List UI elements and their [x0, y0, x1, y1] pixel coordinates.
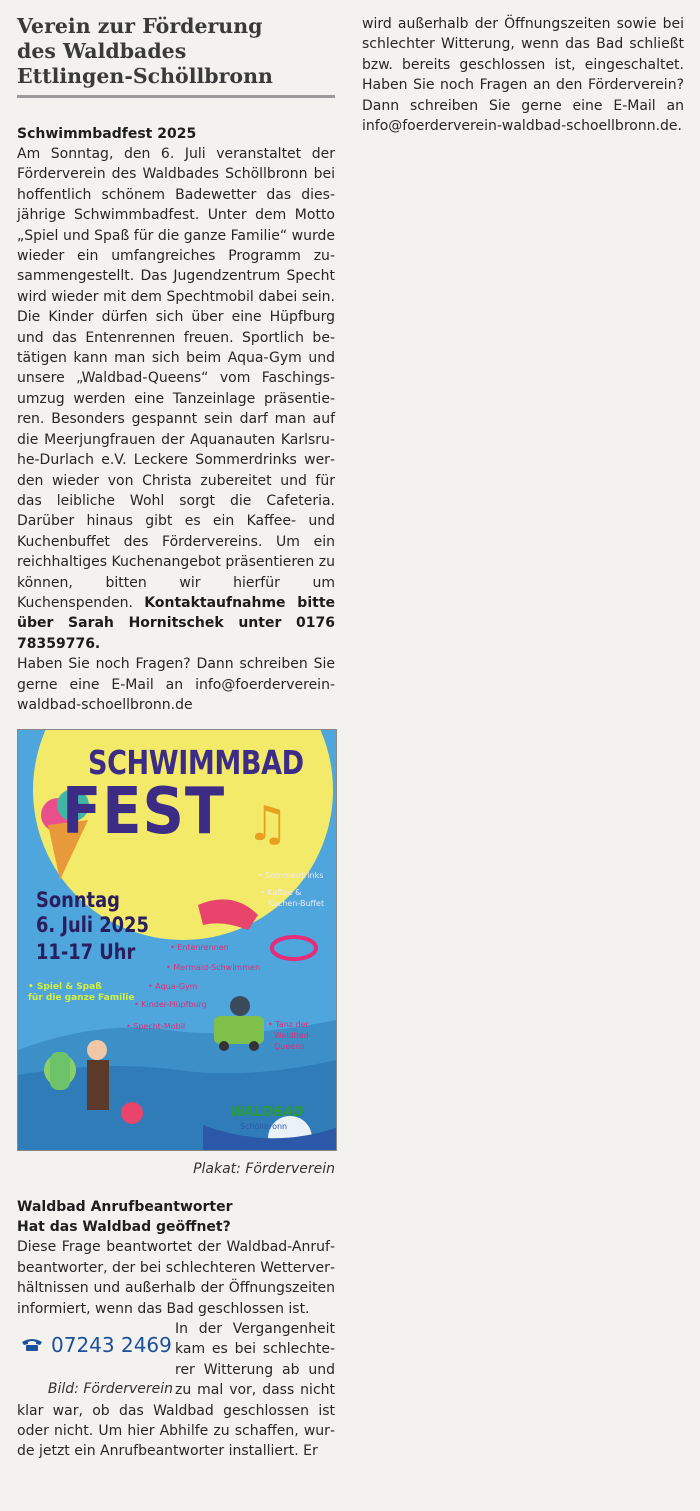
festival-poster: [17, 729, 337, 1151]
organization-title-line-2: des Waldbades: [17, 39, 187, 63]
right-column: [362, 14, 684, 136]
poster-day: Sonntag: [36, 888, 120, 913]
article-title-anrufbeantworter-line-1: Waldbad Anrufbeantworter: [17, 1199, 233, 1216]
organization-title-line-3: Ettlingen-Schöllbronn: [17, 64, 273, 88]
poster-motto-line-2: für die ganze Familie: [28, 993, 135, 1004]
phone-number-display: [21, 1333, 172, 1357]
organization-title-line-1: Verein zur Förderung: [17, 14, 263, 38]
contact-info: Kontaktaufnahme bitte über Sarah Hornitschek unter 0176 78359776.: [17, 594, 336, 652]
poster-item-mermaid: • Mermaid-Schwimmen: [166, 963, 261, 973]
poster-item-kaffee: • Kaffee &: [260, 888, 302, 898]
beach-ball-icon: [121, 1102, 143, 1124]
poster-item-kuchen: Kuchen-Buffet: [268, 899, 325, 909]
poster-item-tanz-1: • Tanz der: [268, 1020, 309, 1030]
phone-number: 07243 2469: [51, 1333, 172, 1357]
music-note-icon: ♫: [246, 796, 290, 853]
specht-mobil-van-icon: [214, 1016, 264, 1044]
man-figure-head-icon: [87, 1040, 107, 1060]
poster-date: 6. Juli 2025: [36, 913, 149, 938]
poster-motto: [28, 982, 135, 1004]
van-wheel-front-icon: [219, 1041, 229, 1051]
van-wheel-rear-icon: [249, 1041, 259, 1051]
poster-item-tanz-3: Queens: [274, 1042, 305, 1052]
poster-item-specht-mobil: • Specht-Mobil: [126, 1022, 186, 1032]
waldbad-logo-place: Schöllbronn: [240, 1122, 288, 1132]
poster-item-entenrennen: • Entenrennen: [170, 943, 229, 953]
poster-title-line-1: SCHWIMMBAD: [88, 743, 304, 783]
article-continuation-anrufbeantworter: wird außerhalb der Öffnungszeiten sowie bei schlechter Witterung, wenn das Bad schließt bzw. bereits geschlossen ist, eingeschaltet. Haben Sie noch Fragen an den Förderverein? Dann schreiben Sie gerne eine E-Mail an info@foerderverein-waldbad-schoellbronn.de.: [362, 16, 684, 135]
article-title-anrufbeantworter: [17, 1197, 335, 1237]
poster-item-aqua-gym: • Aqua-Gym: [148, 982, 198, 992]
left-column: [17, 14, 335, 1462]
poster-item-sommerdrinks: • Sommerdrinks: [258, 871, 324, 881]
telephone-icon: [21, 1337, 43, 1351]
phone-graphic: [17, 1323, 175, 1397]
waldbad-logo-name: WALDBAD: [230, 1105, 304, 1121]
article-body-text: Am Sonntag, den 6. Juli veranstaltet der Förderverein des Waldbades Schöllbronn bei hoffentlich schönem Badewetter das diesjährige Schwimmbadfest. Unter dem Motto „Spiel und Spaß für die ganze Familie“ wurde wieder ein umfangreiches Programm zusammengestellt. Das Jugendzentrum Specht wird wieder mit dem Spechtmobil dabei sein. Die Kinder dürfen sich über eine Hüpfburg und das Entenrennen freuen. Sportlich betätigen kann man sich beim Aqua-Gym und unsere „Waldbad-Queens“ vom Faschingsumzug werden eine Tanzeinlage präsentieren. Besonders gespannt sein darf man auf die Meerjungfrauen der Aquanauten Karlsruhe-Durlach e.V. Leckere Sommerdrinks werden wieder von Christa zubereitet und für das leibliche Wohl sorgt die Cafeteria. Darüber hinaus gibt es ein Kaffee- und Kuchenbuffet des Fördervereins. Um ein reichhaltiges Kuchenangebot präsentieren zu können, bitten wir hierfür um Kuchenspenden.: [17, 146, 335, 611]
poster-title-line-2: FEST: [62, 775, 226, 850]
image-caption: Bild: Förderverein: [47, 1381, 173, 1397]
article-body-schwimmbadfest: [17, 144, 335, 654]
article-body-anrufbeantworter: In der Vergangenheit kam es bei schlechterer Witterung ab und zu mal vor, dass nicht klar war, ob das Waldbad geschlossen ist oder nicht. Um hier Abhilfe zu schaffen, wurde jetzt ein Anrufbeantworter installiert. Er: [17, 1321, 335, 1460]
poster-item-huepfburg: • Kinder-Hüpfburg: [134, 1000, 207, 1010]
man-figure-body: [87, 1060, 109, 1110]
poster-item-tanz-2: Waldbad-: [274, 1031, 312, 1041]
woman-swimsuit: [50, 1052, 70, 1090]
poster-caption: Plakat: Förderverein: [193, 1161, 335, 1178]
phone-section: [17, 1319, 335, 1462]
questions-paragraph: Haben Sie noch Fragen? Dann schreiben Sie gerne eine E-Mail an info@foerderverein-waldbad-schoellbronn.de: [17, 656, 335, 713]
article-title-schwimmbadfest: Schwimmbadfest 2025: [17, 126, 197, 142]
poster-time: 11-17 Uhr: [36, 940, 136, 965]
poster-motto-line-1: • Spiel & Spaß: [28, 982, 102, 993]
article-intro-anrufbeantworter: Diese Frage beantwortet der Waldbad-Anrufbeantworter, der bei schlechteren Wetterverhältnissen und außerhalb der Öffnungszeiten informiert, wenn das Bad geschlossen ist.: [17, 1239, 335, 1317]
teddy-bear-icon: [230, 996, 250, 1016]
organization-title: [17, 14, 335, 98]
article-title-anrufbeantworter-line-2: Hat das Waldbad geöffnet?: [17, 1219, 231, 1236]
